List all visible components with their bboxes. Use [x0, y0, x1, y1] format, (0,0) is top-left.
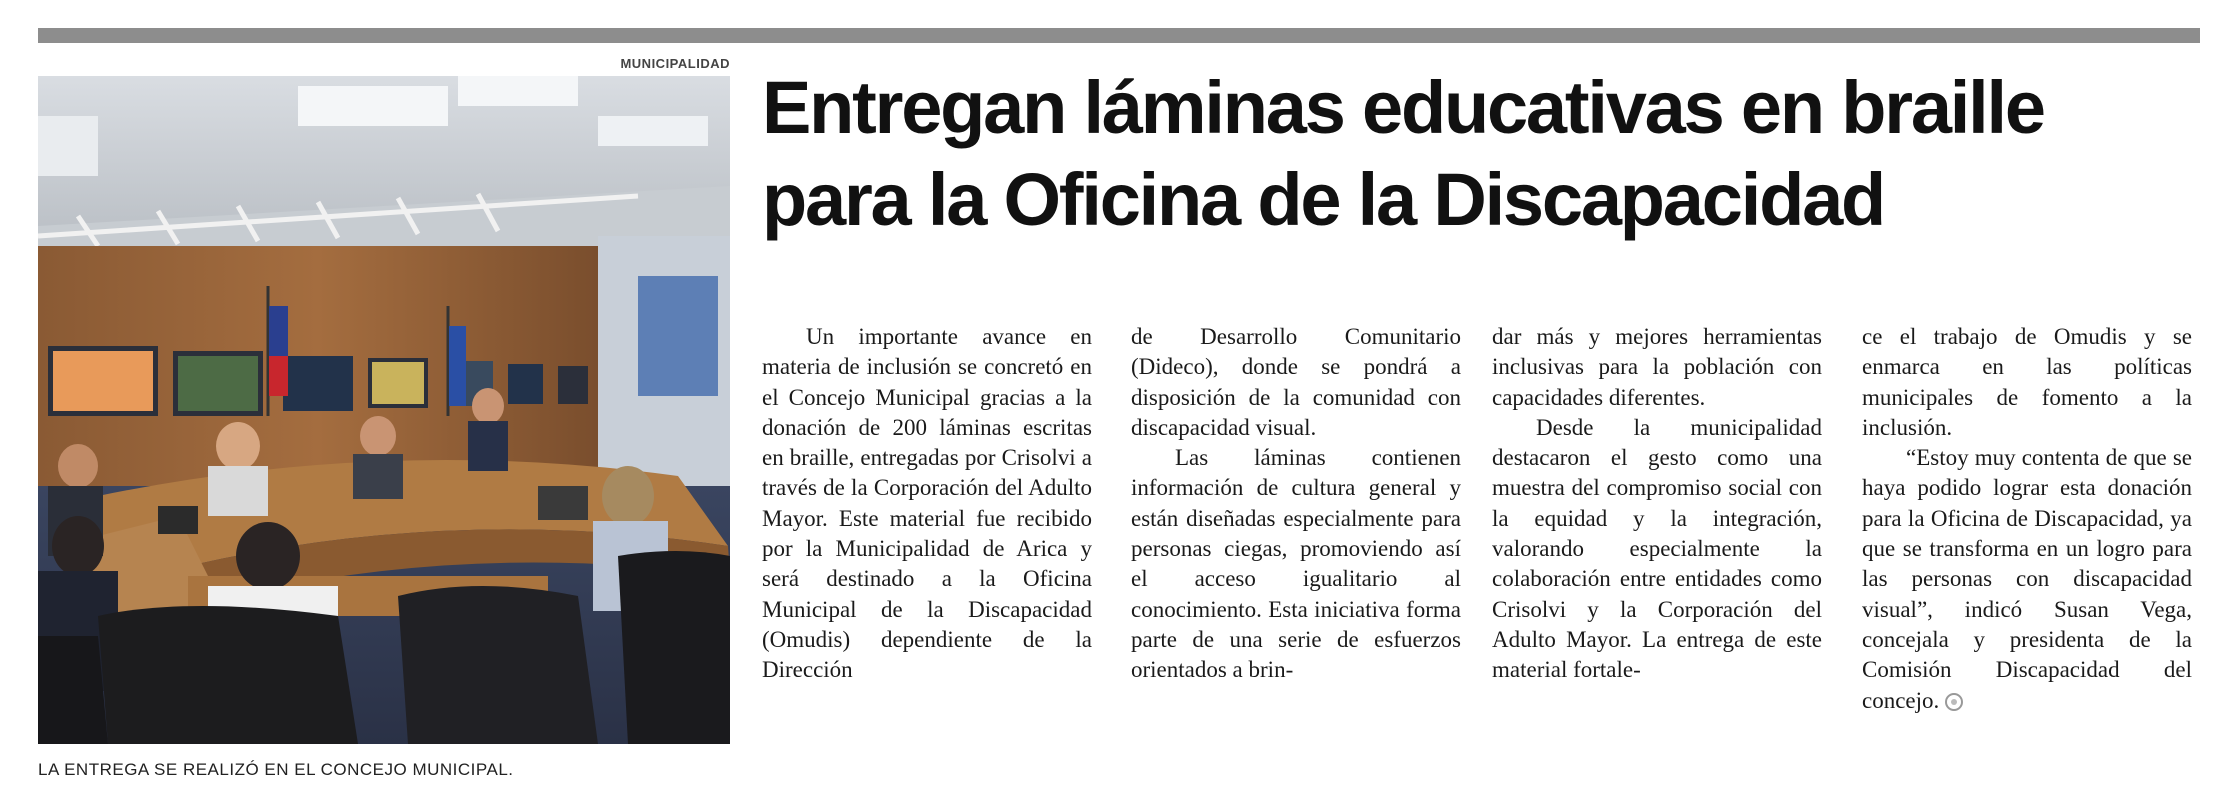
photo-credit: MUNICIPALIDAD [620, 56, 730, 71]
paragraph [1862, 443, 2192, 716]
paragraph: dar más y mejores herramientas inclusivas para la población con capacidades diferentes. [1492, 324, 1822, 410]
top-rule [38, 28, 2200, 43]
quote-text: “Estoy muy contenta de que se haya podido lograr esta donación para la Oficina de Discapacidad, ya que se transforma en un logro para las personas con discapacidad visual”, indicó Susan Vega, concejala y presidenta de la Comisión Discapacidad del concejo. [1862, 445, 2192, 713]
article-column-3 [1492, 322, 1822, 686]
article-column-2 [1131, 322, 1461, 686]
paragraph: de Desarrollo Comunitario (Dideco), donde se pondrá a disposición de la comunidad con discapacidad visual. [1131, 324, 1461, 440]
paragraph: Un importante avance en materia de inclusión se concretó en el Concejo Municipal gracias a la donación de 200 láminas escritas en braille, entregadas por Crisolvi a través de la Corporación del Adulto Mayor. Este material fue recibido por la Municipalidad de Arica y será destinado a la Oficina Municipal de la Discapacidad (Omudis) dependiente de la Dirección [762, 324, 1092, 683]
photo-caption: LA ENTREGA SE REALIZÓ EN EL CONCEJO MUNICIPAL. [38, 760, 514, 779]
headline-line-1: Entregan láminas educativas en braille [762, 66, 2044, 149]
article-column-1 [762, 322, 1092, 686]
headline-line-2: para la Oficina de la Discapacidad [762, 158, 1885, 241]
end-of-article-icon [1945, 693, 1963, 711]
headline [762, 62, 2202, 246]
paragraph: ce el trabajo de Omudis y se enmarca en las políticas municipales de fomento a la inclusión. [1862, 324, 2192, 440]
paragraph: Las láminas contienen información de cultura general y están diseñadas especialmente para personas ciegas, promoviendo así el acceso igualitario al conocimiento. Esta iniciativa forma parte de una serie de esfuerzos orientados a brin- [1131, 445, 1461, 683]
council-meeting-photo [38, 76, 730, 744]
paragraph: Desde la municipalidad destacaron el gesto como una muestra del compromiso social con la equidad y la integración, valorando especialmente la colaboración entre entidades como Crisolvi y la Corporación del Adulto Mayor. La entrega de este material fortale- [1492, 414, 1822, 683]
article-photo [38, 76, 730, 744]
article-column-4 [1862, 322, 2192, 716]
